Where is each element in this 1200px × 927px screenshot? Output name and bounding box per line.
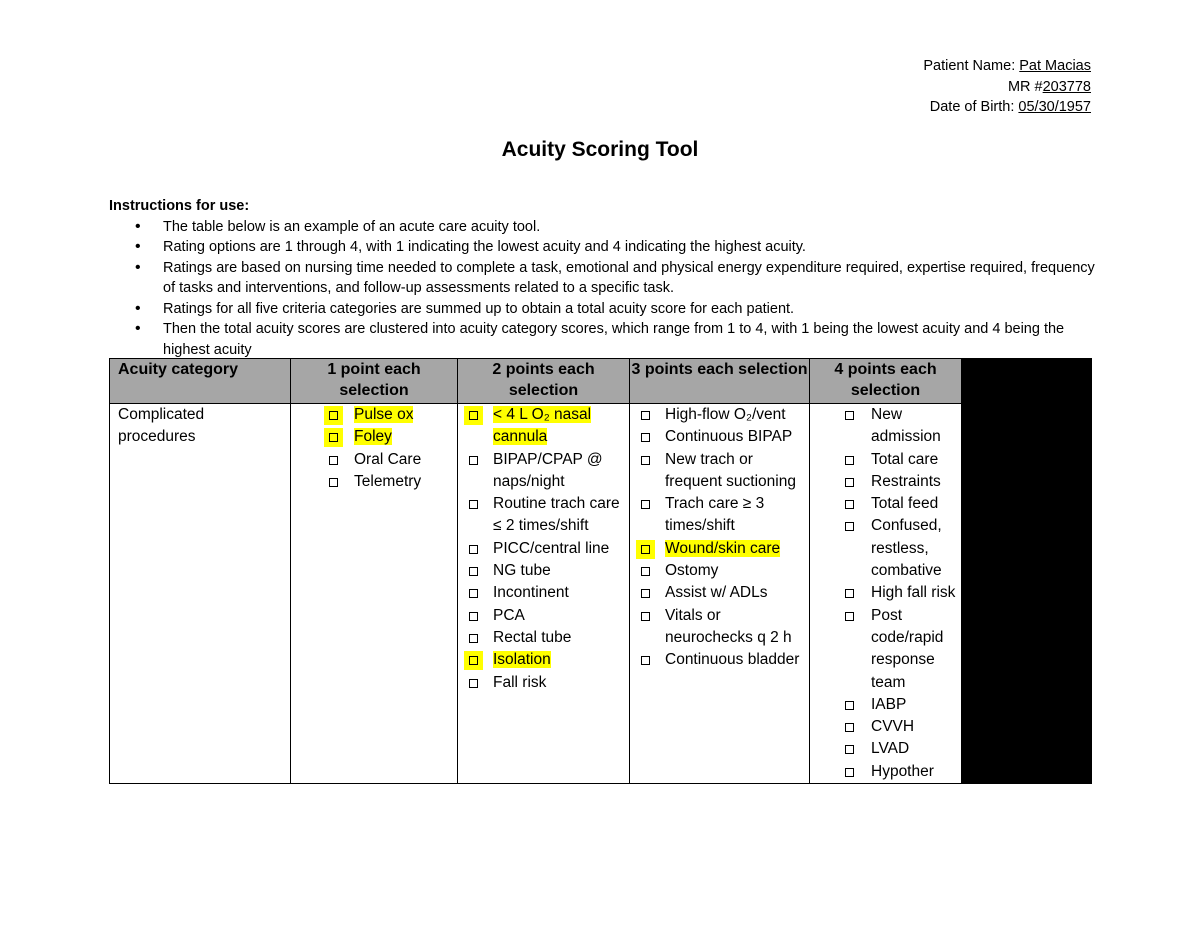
checkbox-icon[interactable] bbox=[329, 433, 338, 442]
header-1-point: 1 point each selection bbox=[291, 359, 458, 404]
mr-label: MR # bbox=[1007, 78, 1043, 95]
option-label: Fall risk bbox=[493, 673, 547, 691]
col-1-point bbox=[291, 404, 458, 784]
option-label: Ostomy bbox=[665, 562, 719, 580]
option-item[interactable] bbox=[810, 515, 961, 582]
option-label: Continuous bladder bbox=[665, 651, 800, 669]
option-label: High-flow O₂/vent bbox=[665, 406, 786, 423]
checkbox-icon[interactable] bbox=[469, 612, 478, 621]
option-item[interactable] bbox=[810, 761, 961, 783]
option-item[interactable] bbox=[458, 649, 629, 671]
option-label: PICC/central line bbox=[493, 539, 610, 557]
checkbox-icon[interactable] bbox=[845, 701, 854, 710]
option-item[interactable] bbox=[810, 449, 961, 471]
header-2-points: 2 points each selection bbox=[458, 359, 630, 404]
options-3-points bbox=[630, 404, 809, 672]
option-label: High fall risk bbox=[871, 584, 956, 602]
option-item[interactable] bbox=[810, 582, 961, 604]
mr-value: 203778 bbox=[1042, 78, 1091, 95]
option-item[interactable] bbox=[630, 605, 809, 650]
checkbox-icon[interactable] bbox=[469, 545, 478, 554]
category-cell: Complicated procedures bbox=[110, 404, 291, 784]
option-item[interactable] bbox=[810, 738, 961, 760]
option-item[interactable] bbox=[630, 649, 809, 671]
patient-info bbox=[923, 56, 1091, 118]
col-4-points bbox=[810, 404, 962, 784]
option-label: Telemetry bbox=[354, 472, 422, 490]
option-label: IABP bbox=[871, 695, 907, 713]
col-3-points bbox=[630, 404, 810, 784]
blank-cell bbox=[962, 404, 1092, 784]
checkbox-icon[interactable] bbox=[469, 411, 478, 420]
checkbox-icon[interactable] bbox=[641, 433, 650, 442]
option-item[interactable] bbox=[458, 404, 629, 449]
option-label: PCA bbox=[493, 606, 525, 624]
option-item[interactable] bbox=[458, 627, 629, 649]
option-label: Total care bbox=[871, 450, 939, 468]
option-label: Rectal tube bbox=[493, 628, 572, 646]
option-label: NG tube bbox=[493, 562, 551, 580]
option-item[interactable] bbox=[810, 716, 961, 738]
options-1-point bbox=[291, 404, 457, 493]
option-item[interactable] bbox=[810, 471, 961, 493]
checkbox-icon[interactable] bbox=[845, 589, 854, 598]
option-label: Incontinent bbox=[493, 584, 569, 602]
option-item[interactable] bbox=[291, 404, 457, 426]
option-item[interactable] bbox=[291, 471, 457, 493]
instruction-item: • Ratings are based on nursing time needed to complete a task, emotional and physical energy expenditure required, expertise required, frequency of tasks and interventions, and follow-up assessments related to a specific task. bbox=[109, 258, 1099, 299]
dob-line bbox=[923, 97, 1091, 118]
instructions bbox=[109, 196, 1099, 360]
checkbox-icon[interactable] bbox=[845, 723, 854, 732]
option-label: Foley bbox=[354, 428, 392, 446]
option-item[interactable] bbox=[630, 538, 809, 560]
header-3-points: 3 points each selection bbox=[630, 359, 810, 404]
option-item[interactable] bbox=[810, 694, 961, 716]
checkbox-icon[interactable] bbox=[845, 456, 854, 465]
instructions-heading: Instructions for use: bbox=[109, 198, 250, 214]
option-item[interactable] bbox=[291, 426, 457, 448]
option-label: Isolation bbox=[493, 651, 551, 669]
option-label: BIPAP/CPAP @ naps/night bbox=[493, 450, 603, 490]
checkbox-icon[interactable] bbox=[845, 612, 854, 621]
options-4-points bbox=[810, 404, 961, 783]
checkbox-icon[interactable] bbox=[469, 679, 478, 688]
option-label: Assist w/ ADLs bbox=[665, 584, 768, 602]
option-label: Routine trach care ≤ 2 times/shift bbox=[493, 495, 620, 535]
option-item[interactable] bbox=[630, 560, 809, 582]
header-blank-cell bbox=[962, 359, 1092, 404]
col-2-points bbox=[458, 404, 630, 784]
header-acuity-category: Acuity category bbox=[110, 359, 291, 404]
patient-name-label: Patient Name: bbox=[923, 58, 1020, 74]
checkbox-icon[interactable] bbox=[641, 411, 650, 420]
checkbox-icon[interactable] bbox=[469, 567, 478, 576]
option-label: Pulse ox bbox=[354, 406, 414, 423]
checkbox-icon[interactable] bbox=[845, 478, 854, 487]
instruction-item: • Rating options are 1 through 4, with 1 indicating the lowest acuity and 4 indicating the highest acuity. bbox=[109, 237, 1099, 258]
patient-name-line bbox=[923, 56, 1091, 77]
table-row bbox=[110, 404, 1092, 784]
checkbox-icon[interactable] bbox=[641, 567, 650, 576]
instruction-item: • Then the total acuity scores are clustered into acuity category scores, which range from 1 to 4, with 1 being the lowest acuity and 4 being the highest acuity bbox=[109, 319, 1099, 360]
option-item[interactable] bbox=[291, 449, 457, 471]
acuity-table bbox=[109, 358, 1092, 784]
instruction-item: • The table below is an example of an acute care acuity tool. bbox=[109, 217, 1099, 238]
checkbox-icon[interactable] bbox=[641, 612, 650, 621]
checkbox-icon[interactable] bbox=[845, 768, 854, 777]
checkbox-icon[interactable] bbox=[641, 456, 650, 465]
option-item[interactable] bbox=[458, 605, 629, 627]
option-item[interactable] bbox=[630, 582, 809, 604]
option-item[interactable] bbox=[458, 538, 629, 560]
checkbox-icon[interactable] bbox=[329, 456, 338, 465]
checkbox-icon[interactable] bbox=[641, 656, 650, 665]
checkbox-icon[interactable] bbox=[329, 411, 338, 420]
option-item[interactable] bbox=[630, 493, 809, 538]
option-label: Vitals or neurochecks q 2 h bbox=[665, 606, 792, 646]
option-item[interactable] bbox=[630, 426, 809, 448]
option-item[interactable] bbox=[630, 449, 809, 494]
checkbox-icon[interactable] bbox=[845, 745, 854, 754]
dob-value: 05/30/1957 bbox=[1018, 99, 1091, 115]
instruction-item: • Ratings for all five criteria categories are summed up to obtain a total acuity score for each patient. bbox=[109, 299, 1099, 320]
option-label: CVVH bbox=[871, 718, 915, 736]
header-4-points: 4 points each selection bbox=[810, 359, 962, 404]
option-label: Hypother bbox=[871, 762, 934, 780]
checkbox-icon[interactable] bbox=[641, 500, 650, 509]
checkbox-icon[interactable] bbox=[329, 478, 338, 487]
option-label: Wound/skin care bbox=[665, 539, 781, 557]
checkbox-icon[interactable] bbox=[641, 545, 650, 554]
option-label: Restraints bbox=[871, 472, 941, 490]
option-item[interactable] bbox=[458, 560, 629, 582]
checkbox-icon[interactable] bbox=[469, 589, 478, 598]
option-label: Oral Care bbox=[354, 450, 422, 468]
option-label: New admission bbox=[871, 406, 941, 446]
checkbox-icon[interactable] bbox=[469, 500, 478, 509]
option-label: < 4 L O₂ nasal cannula bbox=[493, 406, 592, 446]
option-item[interactable] bbox=[810, 493, 961, 515]
checkbox-icon[interactable] bbox=[845, 500, 854, 509]
option-item[interactable] bbox=[810, 404, 961, 449]
options-2-points bbox=[458, 404, 629, 694]
option-item[interactable] bbox=[458, 493, 629, 538]
instructions-list bbox=[109, 217, 1099, 361]
option-item[interactable] bbox=[458, 582, 629, 604]
checkbox-icon[interactable] bbox=[845, 522, 854, 531]
checkbox-icon[interactable] bbox=[469, 656, 478, 665]
checkbox-icon[interactable] bbox=[641, 589, 650, 598]
option-label: New trach or frequent suctioning bbox=[665, 450, 796, 490]
checkbox-icon[interactable] bbox=[469, 634, 478, 643]
table-header-row bbox=[110, 359, 1092, 404]
patient-name-value: Pat Macias bbox=[1019, 58, 1091, 74]
option-item[interactable] bbox=[458, 449, 629, 494]
option-item[interactable] bbox=[630, 404, 809, 426]
option-label: Continuous BIPAP bbox=[665, 428, 793, 446]
option-label: Confused, restless, combative bbox=[871, 517, 942, 580]
option-item[interactable] bbox=[458, 672, 629, 694]
option-item[interactable] bbox=[810, 605, 961, 694]
option-label: Post code/rapid response team bbox=[871, 606, 944, 691]
option-label: Trach care ≥ 3 times/shift bbox=[665, 495, 765, 535]
dob-label: Date of Birth: bbox=[929, 99, 1019, 115]
page-title: Acuity Scoring Tool bbox=[501, 138, 699, 161]
option-label: LVAD bbox=[871, 740, 910, 758]
checkbox-icon[interactable] bbox=[845, 411, 854, 420]
checkbox-icon[interactable] bbox=[469, 456, 478, 465]
mr-line bbox=[923, 77, 1091, 98]
option-label: Total feed bbox=[871, 495, 939, 513]
